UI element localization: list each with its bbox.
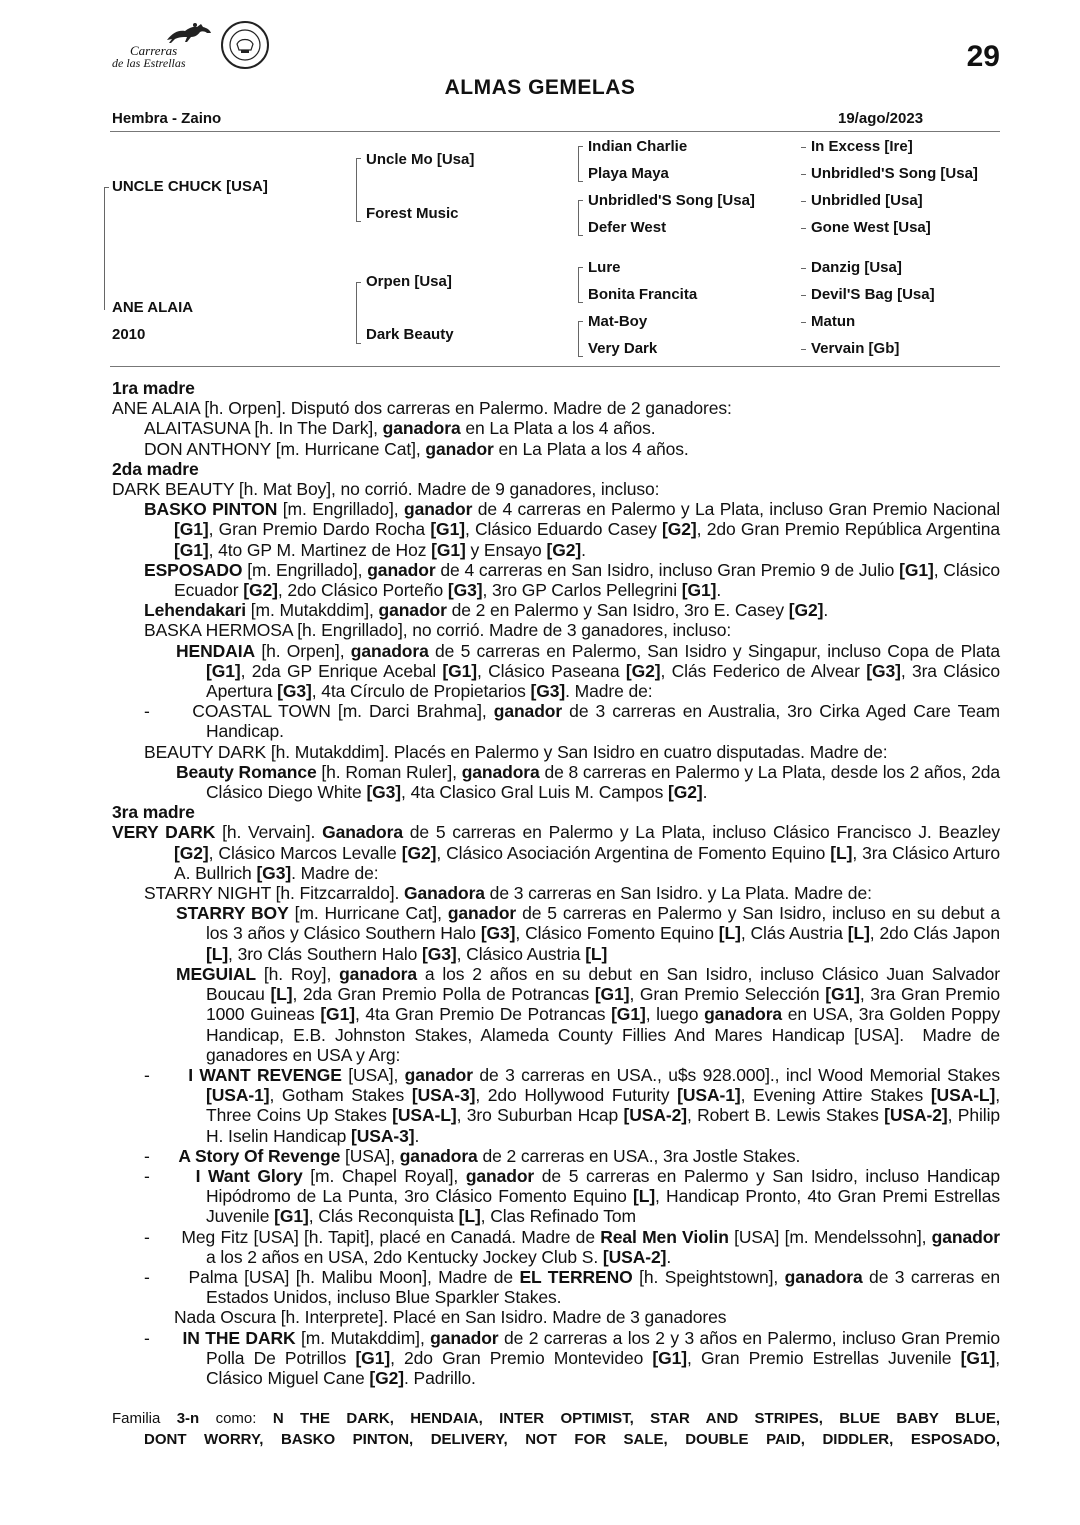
pedigree-gen4-6: Matun [811, 313, 856, 330]
pedigree-dam: ANE ALAIA [112, 299, 194, 316]
pedigree-gen3-0: Indian Charlie [588, 138, 688, 155]
divider [110, 131, 1000, 132]
pedigree-gen2-1: Forest Music [366, 205, 459, 222]
pedigree-gen4-4: Danzig [Usa] [811, 259, 902, 276]
pedigree-gen3-5: Bonita Francita [588, 286, 698, 303]
breeders-cup-icon [220, 20, 270, 70]
pedigree-paragraph: BASKO PINTON [m. Engrillado], ganador de 4 carreras en Palermo y La Plata, incluso Gran Premio Nacional [G1], Gran Premio Dardo Rocha [G1], Clásico Eduardo Casey [G2], 2do Gran Premio República Argentina [G1], 4to GP M. Martinez de Hoz [G1] y Ensayo [G2]. [144, 499, 1000, 560]
pedigree-paragraph: - Meg Fitz [USA] [h. Tapit], placé en Canadá. Madre de Real Men Violin [USA] [m. Mendelssohn], ganador a los 2 años en USA, 2do Kentucky Jockey Club S. [USA-2]. [144, 1226, 1000, 1267]
section-heading: 2da madre [112, 458, 199, 479]
pedigree-gen2-2: Orpen [Usa] [366, 273, 452, 290]
pedigree-paragraph: - A Story Of Revenge [USA], ganadora de 2 carreras en USA., 3ra Jostle Stakes. [144, 1145, 801, 1166]
pedigree-gen3-2: Unbridled'S Song [Usa] [588, 192, 755, 209]
pedigree-paragraph: Beauty Romance [h. Roman Ruler], ganadora de 8 carreras en Palermo y La Plata, desde los 2 años, 2da Clásico Diego White [G3], 4ta Clasico Gral Luis M. Campos [G2]. [176, 761, 1001, 803]
family-number: 3-n [176, 1410, 200, 1427]
page-number: 29 [966, 40, 1000, 73]
logo-text-estrellas: de las Estrellas [112, 56, 186, 70]
carreras-de-las-estrellas-logo [110, 22, 220, 72]
dash [801, 147, 806, 148]
pedigree-paragraph: - COASTAL TOWN [m. Darci Brahma], ganador de 3 carreras en Australia, 3ro Cirka Aged Care Team Handicap. [144, 701, 1000, 742]
pedigree-paragraph: DARK BEAUTY [h. Mat Boy], no corrió. Madre de 9 ganadores, incluso: [112, 479, 660, 500]
pedigree-gen4-2: Unbridled [Usa] [811, 192, 923, 209]
family-notables-2: DONT WORRY, BASKO PINTON, DELIVERY, NOT FOR SALE, DOUBLE PAID, DIDDLER, ESPOSADO, [144, 1431, 1000, 1448]
family-como: como: [215, 1410, 257, 1427]
pedigree-gen3-6: Mat-Boy [588, 313, 648, 330]
bracket-line [578, 321, 583, 357]
family-notables-1: N THE DARK, HENDAIA, INTER OPTIMIST, STAR AND STRIPES, BLUE BABY BLUE, [272, 1410, 1001, 1427]
divider [110, 366, 1000, 367]
logo-text-carreras: Carreras [130, 43, 178, 58]
bracket-line [578, 146, 583, 182]
pedigree-paragraph: - I Want Glory [m. Chapel Royal], ganador de 5 carreras en Palermo y San Isidro, incluso Handicap Hipódromo de La Punta, 3ro Clásico Fomento Equino [L], Handicap Pronto, 4to Gran Premi Estrellas Juvenile [G1], Clás Reconquista [L], Clas Refinado Tom [144, 1165, 1000, 1227]
pedigree-paragraph: BASKA HERMOSA [h. Engrillado], no corrió. Madre de 3 ganadores, incluso: [144, 620, 732, 641]
pedigree-paragraph: STARRY NIGHT [h. Fitzcarraldo]. Ganadora de 3 carreras en San Isidro. y La Plata. Madre de: [144, 883, 872, 904]
bracket-line [578, 200, 583, 236]
pedigree-paragraph: STARRY BOY [m. Hurricane Cat], ganador de 5 carreras en Palermo y San Isidro, incluso en su debut a los 3 años y Clásico Southern Halo [G3], Clásico Fomento Equino [L], Clás Austria [L], 2do Clás Japon [L], 3ro Clás Southern Halo [G3], Clásico Austria [L] [176, 903, 1000, 964]
bracket-line [104, 187, 109, 310]
pedigree-paragraph: MEGUIAL [h. Roy], ganadora a los 2 años en su debut en San Isidro, incluso Clásico Juan Salvador Boucau [L], 2da Gran Premio Polla de Potrancas [G1], Gran Premio Selección [G1], 3ra Gran Premio 1000 Guineas [G1], 4ta Gran Premio De Potrancas [G1], luego ganadora en USA, 3ra Golden Poppy Handicap, E.B. Johnston Stakes, Alameda County Fillies And Mares Handicap [USA]. Madre de ganadores en USA y Arg: [176, 963, 1001, 1065]
bracket-line [578, 267, 583, 303]
breeders-cup-badge [220, 20, 270, 70]
dash [801, 174, 806, 175]
pedigree-paragraph: HENDAIA [h. Orpen], ganadora de 5 carreras en Palermo, San Isidro y Singapur, incluso Copa de Plata [G1], 2da GP Enrique Acebal [G1], Clásico Paseana [G2], Clás Federico de Alvear [G3], 3ra Clásico Apertura [G3], 4ta Círculo de Propietarios [G3]. Madre de: [176, 640, 1000, 702]
pedigree-paragraph: ALAITASUNA [h. In The Dark], ganadora en La Plata a los 4 años. [144, 418, 656, 439]
pedigree-paragraph: Lehendakari [m. Mutakddim], ganador de 2 en Palermo y San Isidro, 3ro E. Casey [G2]. [144, 600, 829, 621]
pedigree-dam-year: 2010 [112, 326, 146, 343]
dash [801, 349, 806, 350]
pedigree-gen2-3: Dark Beauty [366, 326, 454, 343]
pedigree-paragraph: ANE ALAIA [h. Orpen]. Disputó dos carreras en Palermo. Madre de 2 ganadores: [112, 398, 732, 419]
family-line [112, 1408, 1000, 1450]
bracket-line [356, 282, 361, 344]
catalog-body [112, 378, 1000, 1388]
dash [801, 228, 806, 229]
dash [801, 201, 806, 202]
report-date: 19/ago/2023 [838, 110, 924, 127]
dash [801, 295, 806, 296]
pedigree-gen3-7: Very Dark [588, 340, 658, 357]
dash [801, 268, 806, 269]
section-heading: 1ra madre [112, 378, 195, 398]
pedigree-gen4-7: Vervain [Gb] [811, 340, 900, 357]
pedigree-paragraph: ESPOSADO [m. Engrillado], ganador de 4 carreras en San Isidro, incluso Gran Premio 9 de Julio [G1], Clásico Ecuador [G2], 2do Clásico Porteño [G3], 3ro GP Carlos Pellegrini [G1]. [144, 559, 1000, 601]
pedigree-gen3-4: Lure [588, 259, 621, 276]
racehorse-icon [165, 22, 213, 44]
pedigree-paragraph: BEAUTY DARK [h. Mutakddim]. Placés en Palermo y San Isidro en cuatro disputadas. Madre de: [144, 741, 888, 762]
pedigree-gen4-3: Gone West [Usa] [811, 219, 931, 236]
pedigree-gen4-0: In Excess [Ire] [811, 138, 913, 155]
pedigree-gen2-0: Uncle Mo [Usa] [366, 151, 475, 168]
family-label: Familia [112, 1410, 161, 1427]
horse-name-title: ALMAS GEMELAS [444, 76, 636, 99]
pedigree-paragraph: - I WANT REVENGE [USA], ganador de 3 carreras en USA., u$s 928.000]., incl Wood Memorial Stakes [USA-1], Gotham Stakes [USA-3], 2do Hollywood Futurity [USA-1], Evening Attire Stakes [USA-L], Three Coins Up Stakes [USA-L], 3ro Suburban Hcap [USA-2], Robert B. Lewis Stakes [USA-2], Philip H. Iselin Handicap [USA-3]. [144, 1064, 1000, 1146]
dash [801, 322, 806, 323]
pedigree-gen4-1: Unbridled'S Song [Usa] [811, 165, 978, 182]
pedigree-gen4-5: Devil'S Bag [Usa] [811, 286, 935, 303]
section-heading: 3ra madre [112, 802, 195, 823]
bracket-line [356, 158, 361, 222]
pedigree-sire: UNCLE CHUCK [USA] [112, 178, 268, 195]
sex-color: Hembra - Zaino [112, 110, 222, 127]
pedigree-paragraph: Nada Oscura [h. Interprete]. Placé en San Isidro. Madre de 3 ganadores [174, 1307, 727, 1328]
pedigree-paragraph: - Palma [USA] [h. Malibu Moon], Madre de EL TERRENO [h. Speightstown], ganadora de 3 carreras en Estados Unidos, incluso Blue Sparkler Stakes. [144, 1266, 1001, 1308]
pedigree-paragraph: - IN THE DARK [m. Mutakddim], ganador de 2 carreras a los 2 y 3 años en Palermo, incluso Gran Premio Polla De Potrillos [G1], 2do Gran Premio Montevideo [G1], Gran Premio Estrellas Juvenile [G1], Clásico Miguel Cane [G2]. Padrillo. [144, 1327, 1000, 1388]
pedigree-paragraph: VERY DARK [h. Vervain]. Ganadora de 5 carreras en Palermo y La Plata, incluso Clásico Francisco J. Beazley [G2], Clásico Marcos Levalle [G2], Clásico Asociación Argentina de Fomento Equino [L], 3ra Clásico Arturo A. Bullrich [G3]. Madre de: [112, 822, 1000, 883]
pedigree-paragraph: DON ANTHONY [m. Hurricane Cat], ganador en La Plata a los 4 años. [144, 438, 689, 459]
pedigree-gen3-3: Defer West [588, 219, 667, 236]
pedigree-gen3-1: Playa Maya [588, 165, 669, 182]
